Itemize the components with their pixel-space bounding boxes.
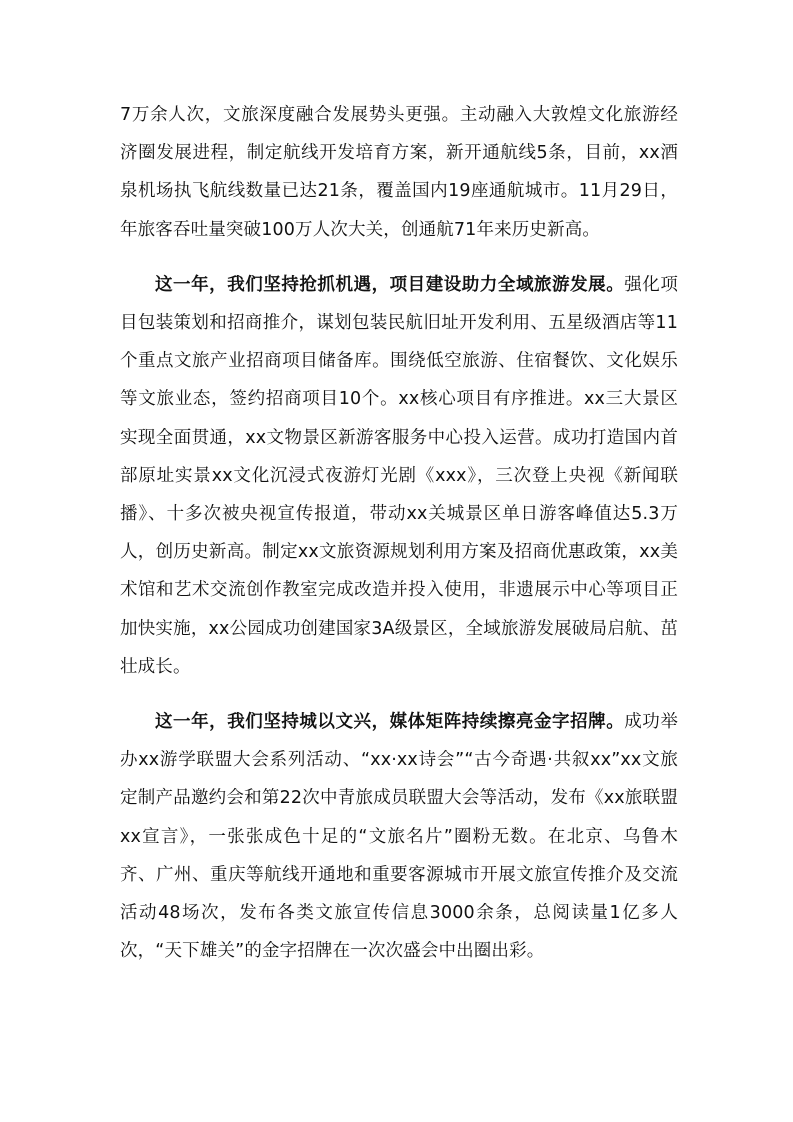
paragraph-text: 强化项目包装策划和招商推介，谋划包装民航旧址开发利用、五星级酒店等11个重点文旅产业招商项目储备库。围绕低空旅游、住宿餐饮、文化娱乐等文旅业态，签约招商项目10个。xx核心项目有序推进。xx三大景区实现全面贯通，xx文物景区新游客服务中心投入运营。成功打造国内首部原址实景xx文化沉浸式夜游灯光剧《xxx》，三次登上央视《新闻联播》、十多次被央视宣传报道，带动xx关城景区单日游客峰值达5.3万人，创历史新高。制定xx文旅资源规划利用方案及招商优惠政策，xx美术馆和艺术交流创作教室完成改造并投入使用，非遗展示中心等项目正加快实施，xx公园成功创建国家3A级景区，全域旅游发展破局启航、茁壮成长。 [120,274,678,677]
paragraph-text: 成功举办xx游学联盟大会系列活动、“xx·xx诗会”“古今奇遇·共叙xx”xx文旅定制产品邀约会和第22次中青旅成员联盟大会等活动，发布《xx旅联盟xx宣言》，一张张成色十足的“文旅名片”圈粉无数。在北京、乌鲁木齐、广州、重庆等航线开通地和重要客源城市开展文旅宣传推介及交流活动48场次，发布各类文旅宣传信息3000余条，总阅读量1亿多人次，“天下雄关”的金字招牌在一次次盛会中出圈出彩。 [120,712,678,962]
paragraph-media [120,703,678,970]
paragraph-aviation [120,96,678,249]
document-body [120,96,678,987]
paragraph-projects [120,266,678,686]
paragraph-lead: 这一年，我们坚持抢抓机遇，项目建设助力全域旅游发展。 [155,274,625,295]
paragraph-text: 7万余人次，文旅深度融合发展势头更强。主动融入大敦煌文化旅游经济圈发展进程，制定航线开发培育方案，新开通航线5条，目前，xx酒泉机场执飞航线数量已达21条，覆盖国内19座通航城市。11月29日，年旅客吞吐量突破100万人次大关，创通航71年来历史新高。 [120,105,678,240]
paragraph-lead: 这一年，我们坚持城以文兴，媒体矩阵持续擦亮金字招牌。 [155,712,625,733]
